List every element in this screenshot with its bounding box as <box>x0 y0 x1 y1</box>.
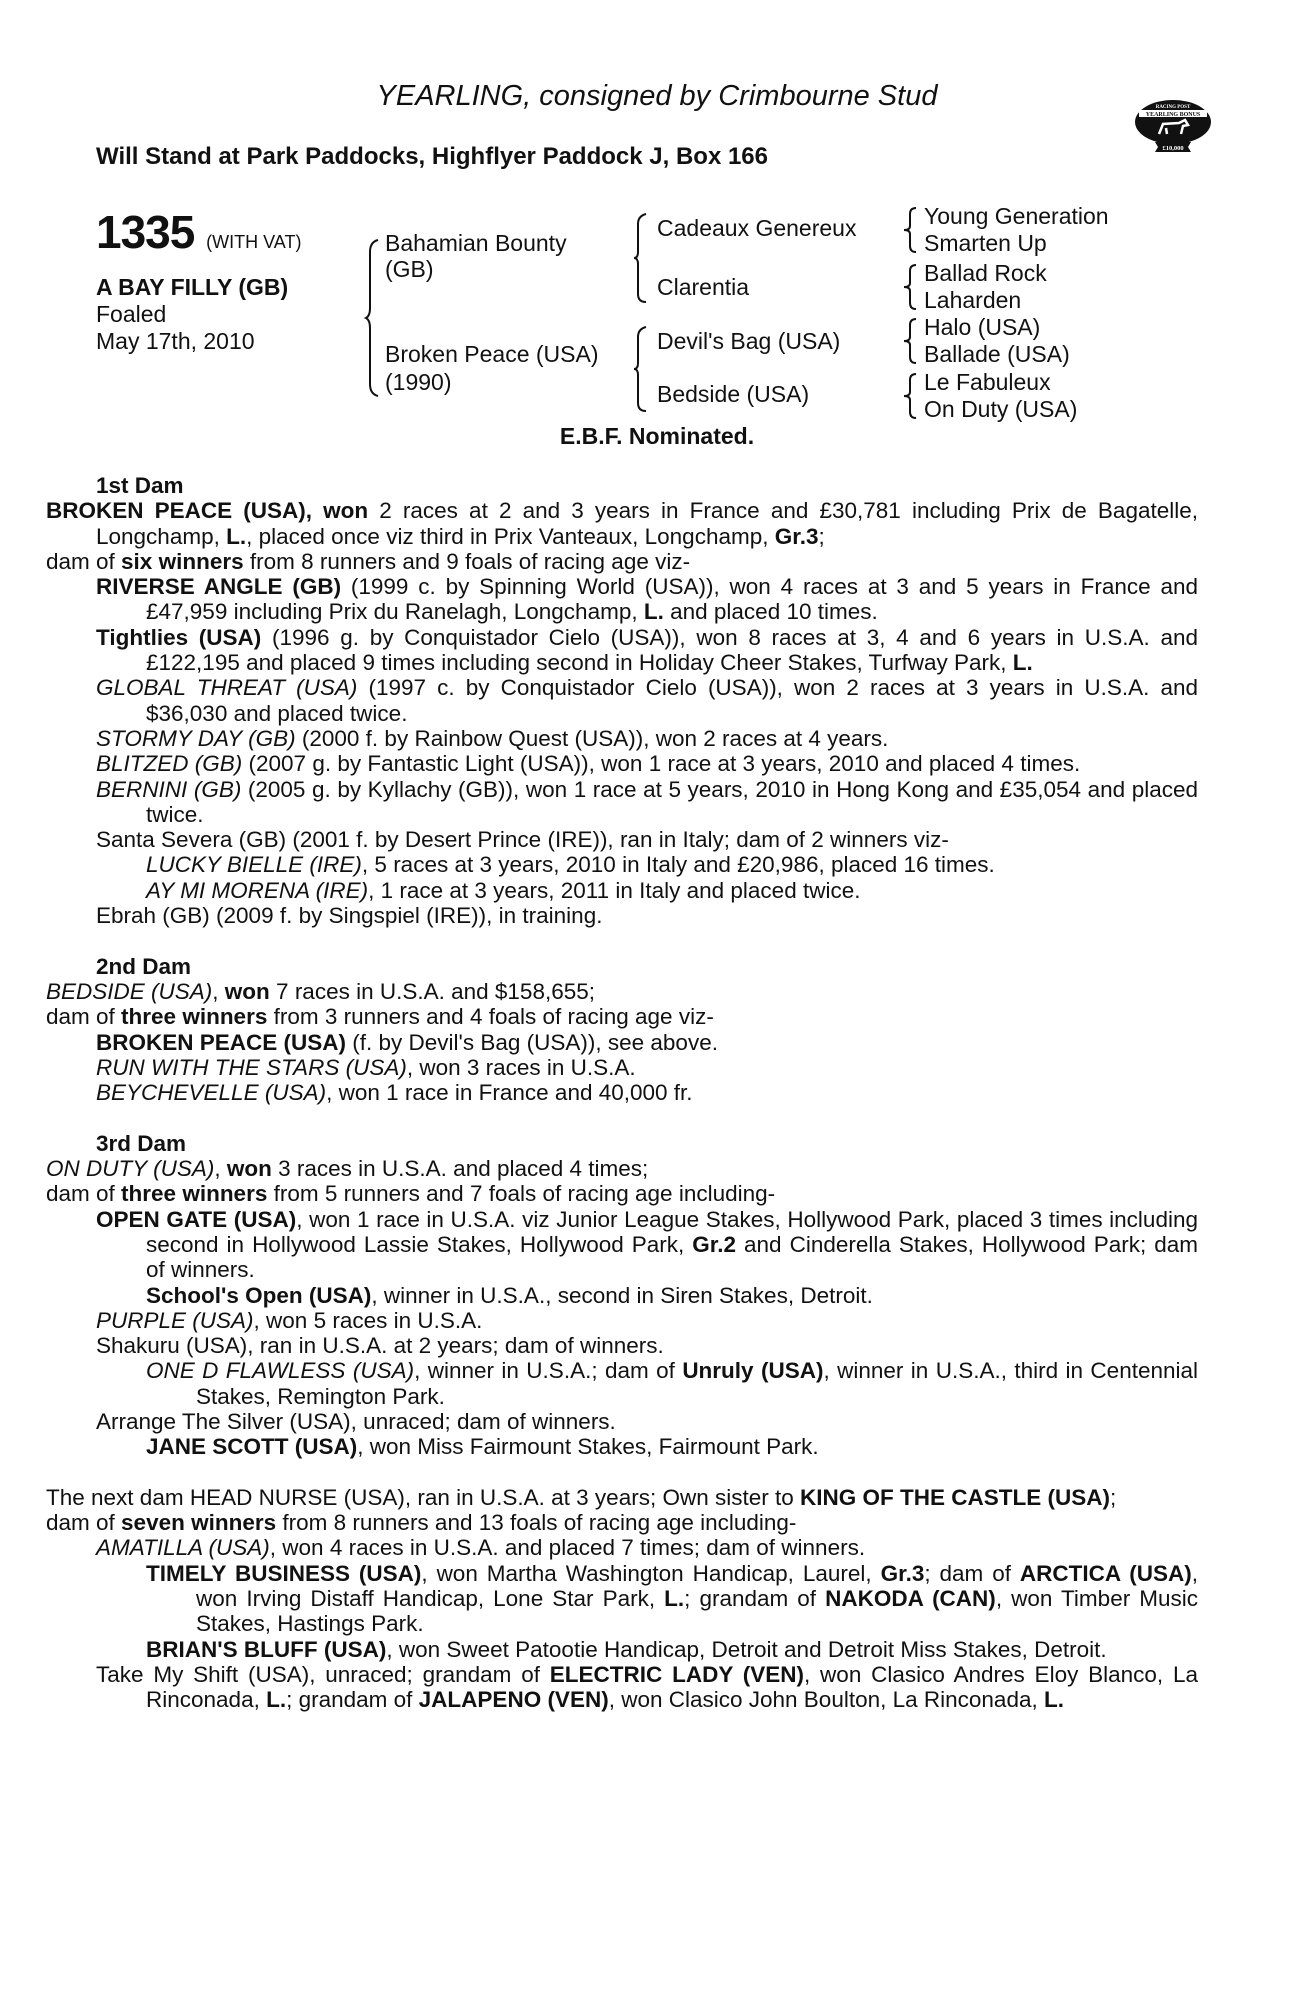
lot-description: A BAY FILLY (GB) <box>96 274 289 300</box>
italic-text: GLOBAL THREAT (USA) <box>96 675 358 701</box>
bold-text: KING OF THE CASTLE (USA) <box>800 1484 1110 1510</box>
bold-text: L. <box>664 1586 685 1612</box>
grandparent-4: Bedside (USA) <box>657 381 810 407</box>
bold-text: School's Open (USA) <box>146 1282 372 1308</box>
svg-text:YEARLING BONUS: YEARLING BONUS <box>1145 112 1201 118</box>
pedigree-entry <box>46 1055 1198 1080</box>
bold-text: three winners <box>121 1004 268 1030</box>
text: , won Sweet Patootie Handicap, Detroit and Detroit Miss Stakes, Detroit. <box>386 1636 1107 1662</box>
text: (2005 g. by Kyllachy (GB)), won 1 race at 5 years, 2010 in Hong Kong and £35,054 and placed twice. <box>146 776 1198 827</box>
text: from 5 runners and 7 foals of racing age including- <box>267 1181 776 1207</box>
text: , winner in U.S.A., second in Siren Stakes, Detroit. <box>371 1282 873 1308</box>
bold-text: seven winners <box>121 1510 277 1536</box>
section-heading: 2nd Dam <box>96 953 192 979</box>
pedigree-entry <box>46 1156 1198 1181</box>
foaled-label: Foaled <box>96 301 167 327</box>
dam-section <box>46 1484 1199 1713</box>
text: , won 1 race in U.S.A. viz Junior League Stakes, Hollywood Park, placed 3 times including second in Hollywood Lassie Stakes, Hollywood Park, <box>146 1206 1198 1257</box>
bold-text: Gr.2 <box>692 1231 737 1257</box>
text: dam of <box>46 1510 122 1536</box>
bold-text: BROKEN PEACE (USA), won <box>46 498 369 524</box>
italic-text: RUN WITH THE STARS (USA) <box>96 1054 407 1080</box>
text: 3 races in U.S.A. and placed 4 times; <box>271 1156 649 1182</box>
great-grandparent-2: Smarten Up <box>924 230 1047 256</box>
text: ; dam of <box>924 1560 1020 1586</box>
text: , won 4 races in U.S.A. and placed 7 times; dam of winners. <box>269 1535 866 1561</box>
text: dam of <box>46 1004 122 1030</box>
text: and Cinderella Stakes, Hollywood Park; dam of winners. <box>146 1231 1198 1283</box>
grandparent-2: Clarentia <box>657 274 750 300</box>
pedigree-entry <box>46 625 1198 676</box>
bold-text: six winners <box>121 548 244 574</box>
italic-text: STORMY DAY (GB) <box>96 725 296 751</box>
bold-text: L. <box>643 599 664 625</box>
pedigree-entry <box>46 1283 1198 1308</box>
bold-text: won <box>224 978 270 1004</box>
bold-text: Tightlies (USA) <box>96 624 262 650</box>
text: , <box>212 978 225 1004</box>
italic-text: ON DUTY (USA) <box>46 1156 215 1182</box>
pedigree-entry <box>46 1510 1198 1535</box>
italic-text: BERNINI (GB) <box>96 776 242 802</box>
bold-text: Gr.3 <box>774 523 819 549</box>
pedigree-entry <box>46 852 1198 877</box>
text: from 3 runners and 4 foals of racing age viz- <box>267 1004 714 1030</box>
dam-section <box>46 1130 1199 1460</box>
ebf-note: E.B.F. Nominated. <box>559 423 755 449</box>
text: , won Clasico John Boulton, La Rinconada, <box>608 1687 1044 1713</box>
pedigree-entry <box>46 1358 1198 1409</box>
bold-text: ELECTRIC LADY (VEN) <box>549 1661 804 1687</box>
text: dam of <box>46 548 122 574</box>
great-grandparent-7: Le Fabuleux <box>924 369 1051 395</box>
text: (f. by Devil's Bag (USA)), see above. <box>346 1029 718 1055</box>
bold-text: Gr.3 <box>880 1560 925 1586</box>
gg-brace-3 <box>904 317 918 365</box>
bold-text: three winners <box>121 1181 268 1207</box>
text: ; <box>1110 1484 1117 1510</box>
great-grandparent-1: Young Generation <box>924 203 1109 229</box>
text: , won Timber Music Stakes, Hastings Park. <box>196 1586 1198 1637</box>
pedigree-entry <box>46 498 1198 549</box>
text: ; <box>818 523 825 549</box>
text: , won Clasico Andres Eloy Blanco, La Rinconada, <box>146 1661 1199 1713</box>
pedigree-entry <box>46 1662 1198 1713</box>
vat-note: (WITH VAT) <box>206 232 302 252</box>
text: Santa Severa (GB) (2001 f. by Desert Prince (IRE)), ran in Italy; dam of 2 winners viz- <box>96 827 949 853</box>
pedigree-entry <box>46 1434 1198 1459</box>
text: , 1 race at 3 years, 2011 in Italy and placed twice. <box>368 877 861 903</box>
pedigree-entry <box>46 1181 1198 1206</box>
pedigree-entry <box>46 1485 1198 1510</box>
pedigree-entry <box>46 1207 1198 1283</box>
pedigree-entry <box>46 1409 1198 1434</box>
text: dam of <box>46 1181 122 1207</box>
text: 7 races in U.S.A. and $158,655; <box>269 978 596 1004</box>
text: , won 1 race in France and 40,000 fr. <box>326 1080 693 1106</box>
great-grandparent-5: Halo (USA) <box>924 314 1041 340</box>
great-grandparent-6: Ballade (USA) <box>924 341 1070 367</box>
text: , winner in U.S.A.; dam of <box>414 1358 683 1384</box>
svg-text:£10,000: £10,000 <box>1162 145 1184 152</box>
pedigree-entry <box>46 549 1198 574</box>
pedigree-entry <box>46 878 1198 903</box>
svg-text:RACING POST: RACING POST <box>1155 105 1191 110</box>
bold-text: RIVERSE ANGLE (GB) <box>96 574 342 600</box>
bold-text: L. <box>1012 650 1033 676</box>
lot-number <box>96 205 301 259</box>
italic-text: ONE D FLAWLESS (USA) <box>146 1358 415 1384</box>
text: (2007 g. by Fantastic Light (USA)), won 1 race at 3 years, 2010 and placed 4 times. <box>242 751 1081 777</box>
text: The next dam HEAD NURSE (USA), ran in U.S.A. at 3 years; Own sister to <box>46 1484 800 1510</box>
grandparent-1: Cadeaux Genereux <box>657 215 857 241</box>
yearling-bonus-logo <box>1133 98 1213 154</box>
bold-text: JANE SCOTT (USA) <box>146 1434 358 1460</box>
text: from 8 runners and 9 foals of racing age viz- <box>243 548 691 574</box>
bold-text: TIMELY BUSINESS (USA) <box>146 1560 422 1586</box>
bold-text: BRIAN'S BLUFF (USA) <box>146 1636 387 1662</box>
text: , won 3 races in U.S.A. <box>406 1054 636 1080</box>
italic-text: BEYCHEVELLE (USA) <box>96 1080 327 1106</box>
pedigree-entry <box>46 675 1198 726</box>
pedigree-brace <box>366 238 380 398</box>
sire-origin: (GB) <box>385 256 434 282</box>
great-grandparent-3: Ballad Rock <box>924 260 1047 286</box>
dam-section <box>46 953 1198 1106</box>
foaled-date: May 17th, 2010 <box>96 328 255 354</box>
great-grandparent-8: On Duty (USA) <box>924 396 1078 422</box>
pedigree-entry <box>46 726 1198 751</box>
text: , placed once viz third in Prix Vanteaux, Longchamp, <box>246 523 775 549</box>
text: Ebrah (GB) (2009 f. by Singspiel (IRE)), in training. <box>96 903 603 929</box>
pedigree-entry <box>46 1535 1198 1560</box>
pedigree-entry <box>46 574 1198 625</box>
italic-text: AMATILLA (USA) <box>96 1535 270 1561</box>
text: , 5 races at 3 years, 2010 in Italy and £20,986, placed 16 times. <box>361 852 995 878</box>
gg-brace-2 <box>904 263 918 311</box>
gg-brace-4 <box>904 372 918 420</box>
pedigree-entry <box>46 1004 1198 1029</box>
stand-location: Will Stand at Park Paddocks, Highflyer Paddock J, Box 166 <box>96 143 768 170</box>
text: (2000 f. by Rainbow Quest (USA)), won 2 races at 4 years. <box>295 725 889 751</box>
italic-text: LUCKY BIELLE (IRE) <box>146 852 362 878</box>
gg-brace-1 <box>904 206 918 254</box>
bold-text: L. <box>226 523 247 549</box>
text: Shakuru (USA), ran in U.S.A. at 2 years; dam of winners. <box>96 1333 664 1359</box>
text: (1996 g. by Conquistador Cielo (USA)), won 8 races at 3, 4 and 6 years in U.S.A. and £122,195 and placed 9 times including second in Holiday Cheer Stakes, Turfway Park, <box>146 624 1198 676</box>
sire-brace <box>634 212 648 304</box>
sire-name: Bahamian Bounty <box>385 230 567 256</box>
text: , won Martha Washington Handicap, Laurel, <box>421 1560 881 1586</box>
pedigree-entry <box>46 1637 1198 1662</box>
page-title: YEARLING, consigned by Crimbourne Stud <box>376 80 938 112</box>
produce-record <box>46 473 1199 1738</box>
section-heading: 3rd Dam <box>96 1130 187 1156</box>
italic-text: BEDSIDE (USA) <box>46 978 213 1004</box>
text: (1997 c. by Conquistador Cielo (USA)), won 2 races at 3 years in U.S.A. and $36,030 and placed twice. <box>146 675 1199 726</box>
text: , <box>214 1156 227 1182</box>
bold-text: L. <box>266 1687 287 1713</box>
pedigree-entry <box>46 1308 1198 1333</box>
pedigree-entry <box>46 827 1198 852</box>
lot-number-value: 1335 <box>96 206 195 258</box>
pedigree-entry <box>46 1080 1198 1105</box>
italic-text: PURPLE (USA) <box>96 1307 254 1333</box>
bold-text: ARCTICA (USA) <box>1019 1560 1192 1586</box>
pedigree-entry <box>46 1561 1198 1637</box>
bold-text: won <box>226 1156 272 1182</box>
pedigree-entry <box>46 903 1198 928</box>
bold-text: BROKEN PEACE (USA) <box>96 1029 347 1055</box>
pedigree-entry <box>46 751 1198 776</box>
dam-year: (1990) <box>385 369 452 395</box>
pedigree-entry <box>46 1030 1198 1055</box>
dam-name: Broken Peace (USA) <box>385 341 599 367</box>
bold-text: OPEN GATE (USA) <box>96 1206 297 1232</box>
italic-text: BLITZED (GB) <box>96 751 243 777</box>
text: (1999 c. by Spinning World (USA)), won 4 races at 3 and 5 years in France and £47,959 including Prix du Ranelagh, Longchamp, <box>146 574 1199 625</box>
bold-text: L. <box>1043 1687 1064 1713</box>
great-grandparent-4: Laharden <box>924 287 1022 313</box>
text: Take My Shift (USA), unraced; grandam of <box>96 1661 550 1687</box>
italic-text: AY MI MORENA (IRE) <box>146 877 369 903</box>
dam-brace <box>634 325 648 413</box>
pedigree-entry <box>46 1333 1198 1358</box>
bold-text: JALAPENO (VEN) <box>418 1687 609 1713</box>
text: , winner in U.S.A., third in Centennial Stakes, Remington Park. <box>196 1358 1199 1409</box>
bold-text: NAKODA (CAN) <box>825 1586 996 1612</box>
section-heading: 1st Dam <box>96 473 184 498</box>
pedigree-entry <box>46 777 1198 828</box>
text: , won Irving Distaff Handicap, Lone Star Park, <box>196 1560 1199 1612</box>
text: , won 5 races in U.S.A. <box>253 1307 483 1333</box>
text: and placed 10 times. <box>663 599 878 625</box>
pedigree-entry <box>46 979 1198 1004</box>
bold-text: Unruly (USA) <box>682 1358 824 1384</box>
text: , won Miss Fairmount Stakes, Fairmount Park. <box>357 1434 819 1460</box>
text: Arrange The Silver (USA), unraced; dam of winners. <box>96 1408 616 1434</box>
text: ; grandam of <box>286 1687 419 1713</box>
text: ; grandam of <box>684 1586 826 1612</box>
dam-section <box>46 473 1199 929</box>
text: from 8 runners and 13 foals of racing age including- <box>276 1510 797 1536</box>
grandparent-3: Devil's Bag (USA) <box>657 328 841 354</box>
text: 2 races at 2 and 3 years in France and £30,781 including Prix de Bagatelle, Longchamp, <box>96 498 1198 549</box>
